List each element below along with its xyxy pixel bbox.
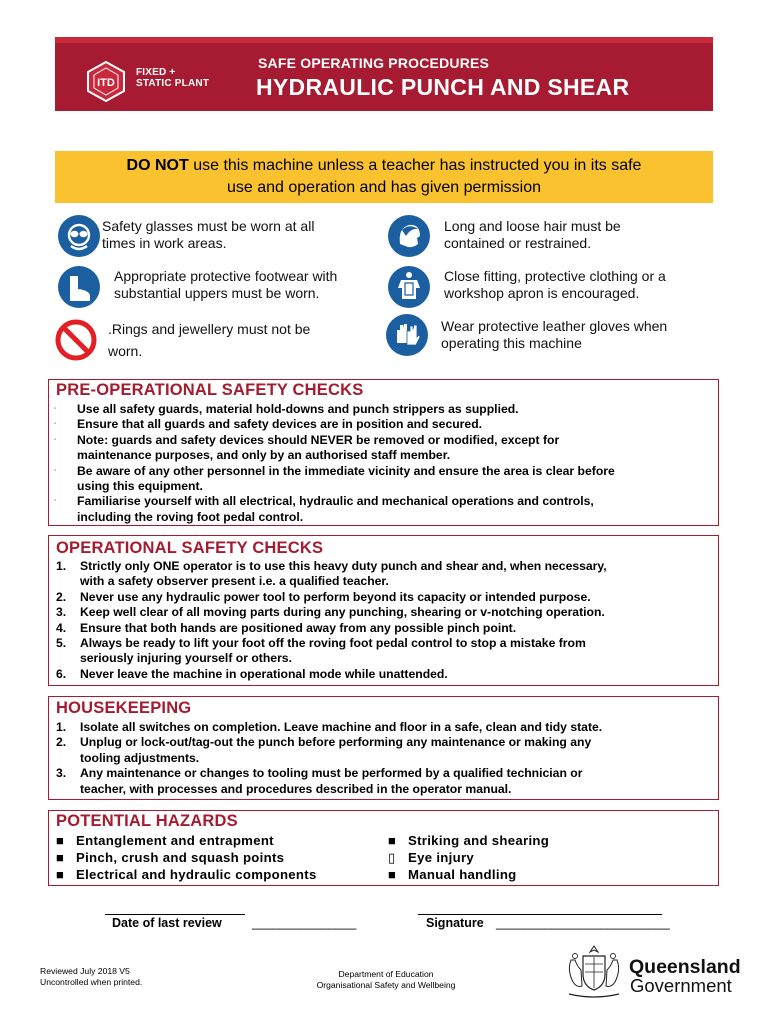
hazard-bullet: ■ bbox=[56, 833, 65, 848]
line-1: Any maintenance or changes to tooling must be performed by a qualified technician or bbox=[80, 766, 583, 781]
list-number: 5. bbox=[56, 636, 67, 651]
list-item-text bbox=[80, 559, 607, 590]
apron-icon bbox=[387, 265, 431, 309]
review-date-field[interactable]: _______________ bbox=[252, 916, 357, 930]
hazards-right-list bbox=[388, 832, 549, 883]
ppe-apron-line-2: workshop apron is encouraged. bbox=[444, 285, 640, 301]
line-1: Note: guards and safety devices should NEVER be removed or modified, except for bbox=[77, 432, 560, 447]
line-1: Be aware of any other personnel in the immediate vicinity and ensure the area is clear before bbox=[77, 463, 615, 478]
list-number: 4. bbox=[56, 620, 67, 635]
hazard-item bbox=[388, 832, 549, 849]
line-1: Strictly only ONE operator is to use this heavy duty punch and shear and, when necessary, bbox=[80, 559, 607, 573]
brand-line-2: STATIC PLANT bbox=[136, 78, 210, 89]
list-item bbox=[56, 605, 712, 620]
list-number: 2. bbox=[56, 735, 67, 750]
brand-label bbox=[136, 67, 209, 89]
department-name: Department of Education bbox=[338, 969, 434, 979]
no-jewellery-icon bbox=[54, 318, 98, 362]
signature-rule bbox=[418, 914, 662, 915]
pre-operational-section bbox=[48, 379, 719, 526]
hazard-bullet: ■ bbox=[56, 850, 65, 865]
line-2: with a safety observer present i.e. a qualified teacher. bbox=[80, 574, 389, 589]
hazard-item bbox=[56, 849, 317, 866]
hazards-title: POTENTIAL HAZARDS bbox=[56, 812, 238, 830]
hazard-text: Manual handling bbox=[408, 867, 517, 882]
pre-operational-title: PRE-OPERATIONAL SAFETY CHECKS bbox=[56, 381, 364, 399]
header-banner bbox=[55, 37, 713, 111]
ppe-text-jewellery bbox=[108, 318, 310, 362]
list-item bbox=[56, 590, 712, 605]
list-marker: ▫ bbox=[54, 406, 57, 412]
list-item bbox=[53, 417, 712, 432]
housekeeping-list bbox=[56, 720, 712, 797]
housekeeping-section bbox=[48, 696, 719, 800]
ppe-hair-line-2: contained or restrained. bbox=[444, 235, 592, 251]
list-item-text: Isolate all switches on completion. Leave machine and floor in a safe, clean and tidy state. bbox=[80, 720, 603, 734]
list-number: 3. bbox=[56, 605, 67, 620]
operational-title: OPERATIONAL SAFETY CHECKS bbox=[56, 539, 324, 557]
warning-banner bbox=[55, 151, 713, 203]
list-number: 1. bbox=[56, 720, 67, 734]
signature-label: Signature bbox=[426, 916, 484, 930]
list-item-text: Never use any hydraulic power tool to perform beyond its capacity or intended purpose. bbox=[80, 589, 591, 604]
list-item-text bbox=[77, 464, 615, 495]
ppe-jewellery-line-1: .Rings and jewellery must not be bbox=[108, 321, 311, 337]
list-item-text: Never leave the machine in operational mode while unattended. bbox=[80, 666, 448, 681]
list-item bbox=[56, 766, 712, 797]
hazard-bullet: ▯ bbox=[388, 850, 396, 865]
ppe-apron-line-1: Close fitting, protective clothing or a bbox=[444, 268, 666, 284]
list-item bbox=[53, 464, 712, 495]
list-item bbox=[56, 621, 712, 636]
unit-name: Organisational Safety and Wellbeing bbox=[316, 980, 456, 990]
gloves-icon bbox=[385, 313, 429, 357]
operational-section bbox=[48, 535, 719, 686]
page-subtitle: SAFE OPERATING PROCEDURES bbox=[258, 55, 490, 71]
operational-list bbox=[56, 559, 712, 682]
list-item-text bbox=[77, 494, 594, 525]
hazard-bullet: ■ bbox=[388, 867, 397, 882]
list-item bbox=[56, 636, 712, 667]
uncontrolled-note: Uncontrolled when printed. bbox=[40, 977, 143, 987]
hazard-item bbox=[388, 849, 549, 866]
list-item-text bbox=[80, 636, 586, 667]
hazards-left-list bbox=[56, 832, 317, 883]
safety-glasses-icon bbox=[57, 214, 101, 258]
safety-footwear-icon bbox=[57, 265, 101, 309]
list-number: 6. bbox=[56, 666, 67, 681]
itd-logo-icon bbox=[85, 60, 127, 102]
page-title: HYDRAULIC PUNCH AND SHEAR bbox=[256, 74, 630, 100]
list-item-text: Ensure that all guards and safety devices are in position and secured. bbox=[77, 417, 483, 432]
list-item-text bbox=[80, 766, 582, 797]
list-marker: ▫ bbox=[54, 498, 57, 505]
line-2: including the roving foot pedal control. bbox=[77, 509, 304, 524]
government-wordmark: Government bbox=[630, 975, 732, 996]
hazard-text: Entanglement and entrapment bbox=[76, 833, 274, 848]
line-1: Unplug or lock-out/tag-out the punch before performing any maintenance or making any bbox=[80, 735, 592, 750]
housekeeping-title: HOUSEKEEPING bbox=[56, 699, 192, 717]
list-item-text bbox=[77, 433, 559, 464]
ppe-glasses-line-1: Safety glasses must be worn at all bbox=[102, 218, 315, 234]
ppe-hair-line-1: Long and loose hair must be bbox=[444, 218, 621, 234]
list-item-text: Keep well clear of all moving parts during any punching, shearing or v-notching operation. bbox=[80, 605, 605, 620]
list-number: 1. bbox=[56, 559, 67, 573]
ppe-gloves-line-1: Wear protective leather gloves when bbox=[441, 318, 668, 334]
list-marker: ▫ bbox=[54, 421, 57, 428]
line-2: seriously injuring yourself or others. bbox=[80, 651, 292, 666]
list-item bbox=[53, 402, 712, 417]
hazard-bullet: ■ bbox=[56, 867, 65, 882]
hazard-text: Striking and shearing bbox=[408, 833, 550, 848]
hazard-bullet: ■ bbox=[388, 833, 397, 848]
warning-line-1 bbox=[55, 155, 713, 177]
warning-line-2: use and operation and has given permission bbox=[227, 179, 541, 196]
line-2: teacher, with processes and procedures described in the operator manual. bbox=[80, 781, 512, 796]
list-marker: ▫ bbox=[54, 467, 57, 474]
ppe-text-apron bbox=[444, 268, 666, 302]
hazard-text: Electrical and hydraulic components bbox=[76, 867, 317, 882]
line-1: Familiarise yourself with all electrical, hydraulic and mechanical operations and controls, bbox=[77, 494, 594, 509]
brand-line-1: FIXED + bbox=[136, 67, 176, 78]
list-item bbox=[56, 667, 712, 682]
queensland-coat-of-arms-icon bbox=[563, 944, 625, 1000]
queensland-wordmark: Queensland bbox=[629, 956, 741, 978]
list-number: 3. bbox=[56, 766, 67, 781]
list-item-text bbox=[80, 735, 591, 766]
hazard-text: Pinch, crush and squash points bbox=[76, 850, 285, 865]
line-2: tooling adjustments. bbox=[80, 750, 200, 765]
ppe-gloves-line-2: operating this machine bbox=[441, 335, 582, 351]
ppe-text-hair bbox=[444, 218, 621, 252]
list-item bbox=[53, 494, 712, 525]
review-version: Reviewed July 2018 V5 bbox=[40, 966, 130, 976]
line-2: maintenance purposes, and only by an authorised staff member. bbox=[77, 448, 451, 463]
hazards-section bbox=[48, 810, 719, 886]
hazard-text: Eye injury bbox=[408, 850, 475, 865]
warning-line-1-text: use this machine unless a teacher has instructed you in its safe bbox=[188, 157, 642, 174]
hazard-item bbox=[388, 866, 549, 883]
list-item-text: Ensure that both hands are positioned away from any possible pinch point. bbox=[80, 620, 517, 635]
review-info bbox=[40, 966, 142, 988]
ppe-glasses-line-2: times in work areas. bbox=[102, 235, 227, 251]
list-item-text: Use all safety guards, material hold-downs and punch strippers as supplied. bbox=[77, 402, 519, 416]
ppe-text-gloves bbox=[441, 318, 667, 352]
ppe-jewellery-line-2: worn. bbox=[108, 343, 143, 359]
line-1: Always be ready to lift your foot off the roving foot pedal control to stop a mistake from bbox=[80, 636, 586, 651]
ppe-footwear-line-1: Appropriate protective footwear with bbox=[114, 268, 338, 284]
list-item bbox=[53, 433, 712, 464]
list-number: 2. bbox=[56, 589, 67, 604]
list-item bbox=[56, 559, 712, 590]
list-marker: ▫ bbox=[54, 436, 57, 443]
ppe-text-glasses bbox=[102, 218, 314, 252]
review-rule bbox=[105, 914, 245, 915]
hair-restraint-icon bbox=[387, 214, 431, 258]
list-item bbox=[56, 735, 712, 766]
logo-text: ITD bbox=[97, 77, 115, 89]
signature-field[interactable]: _________________________ bbox=[496, 916, 670, 930]
pre-operational-list bbox=[53, 402, 712, 525]
warning-emphasis: DO NOT bbox=[126, 157, 189, 174]
ppe-text-footwear bbox=[114, 268, 337, 302]
hazard-item bbox=[56, 866, 317, 883]
ppe-footwear-line-2: substantial uppers must be worn. bbox=[114, 285, 320, 301]
list-item bbox=[56, 720, 712, 735]
review-date-label: Date of last review bbox=[112, 916, 222, 930]
department-info bbox=[276, 969, 496, 991]
line-2: using this equipment. bbox=[77, 479, 203, 494]
hazard-item bbox=[56, 832, 317, 849]
